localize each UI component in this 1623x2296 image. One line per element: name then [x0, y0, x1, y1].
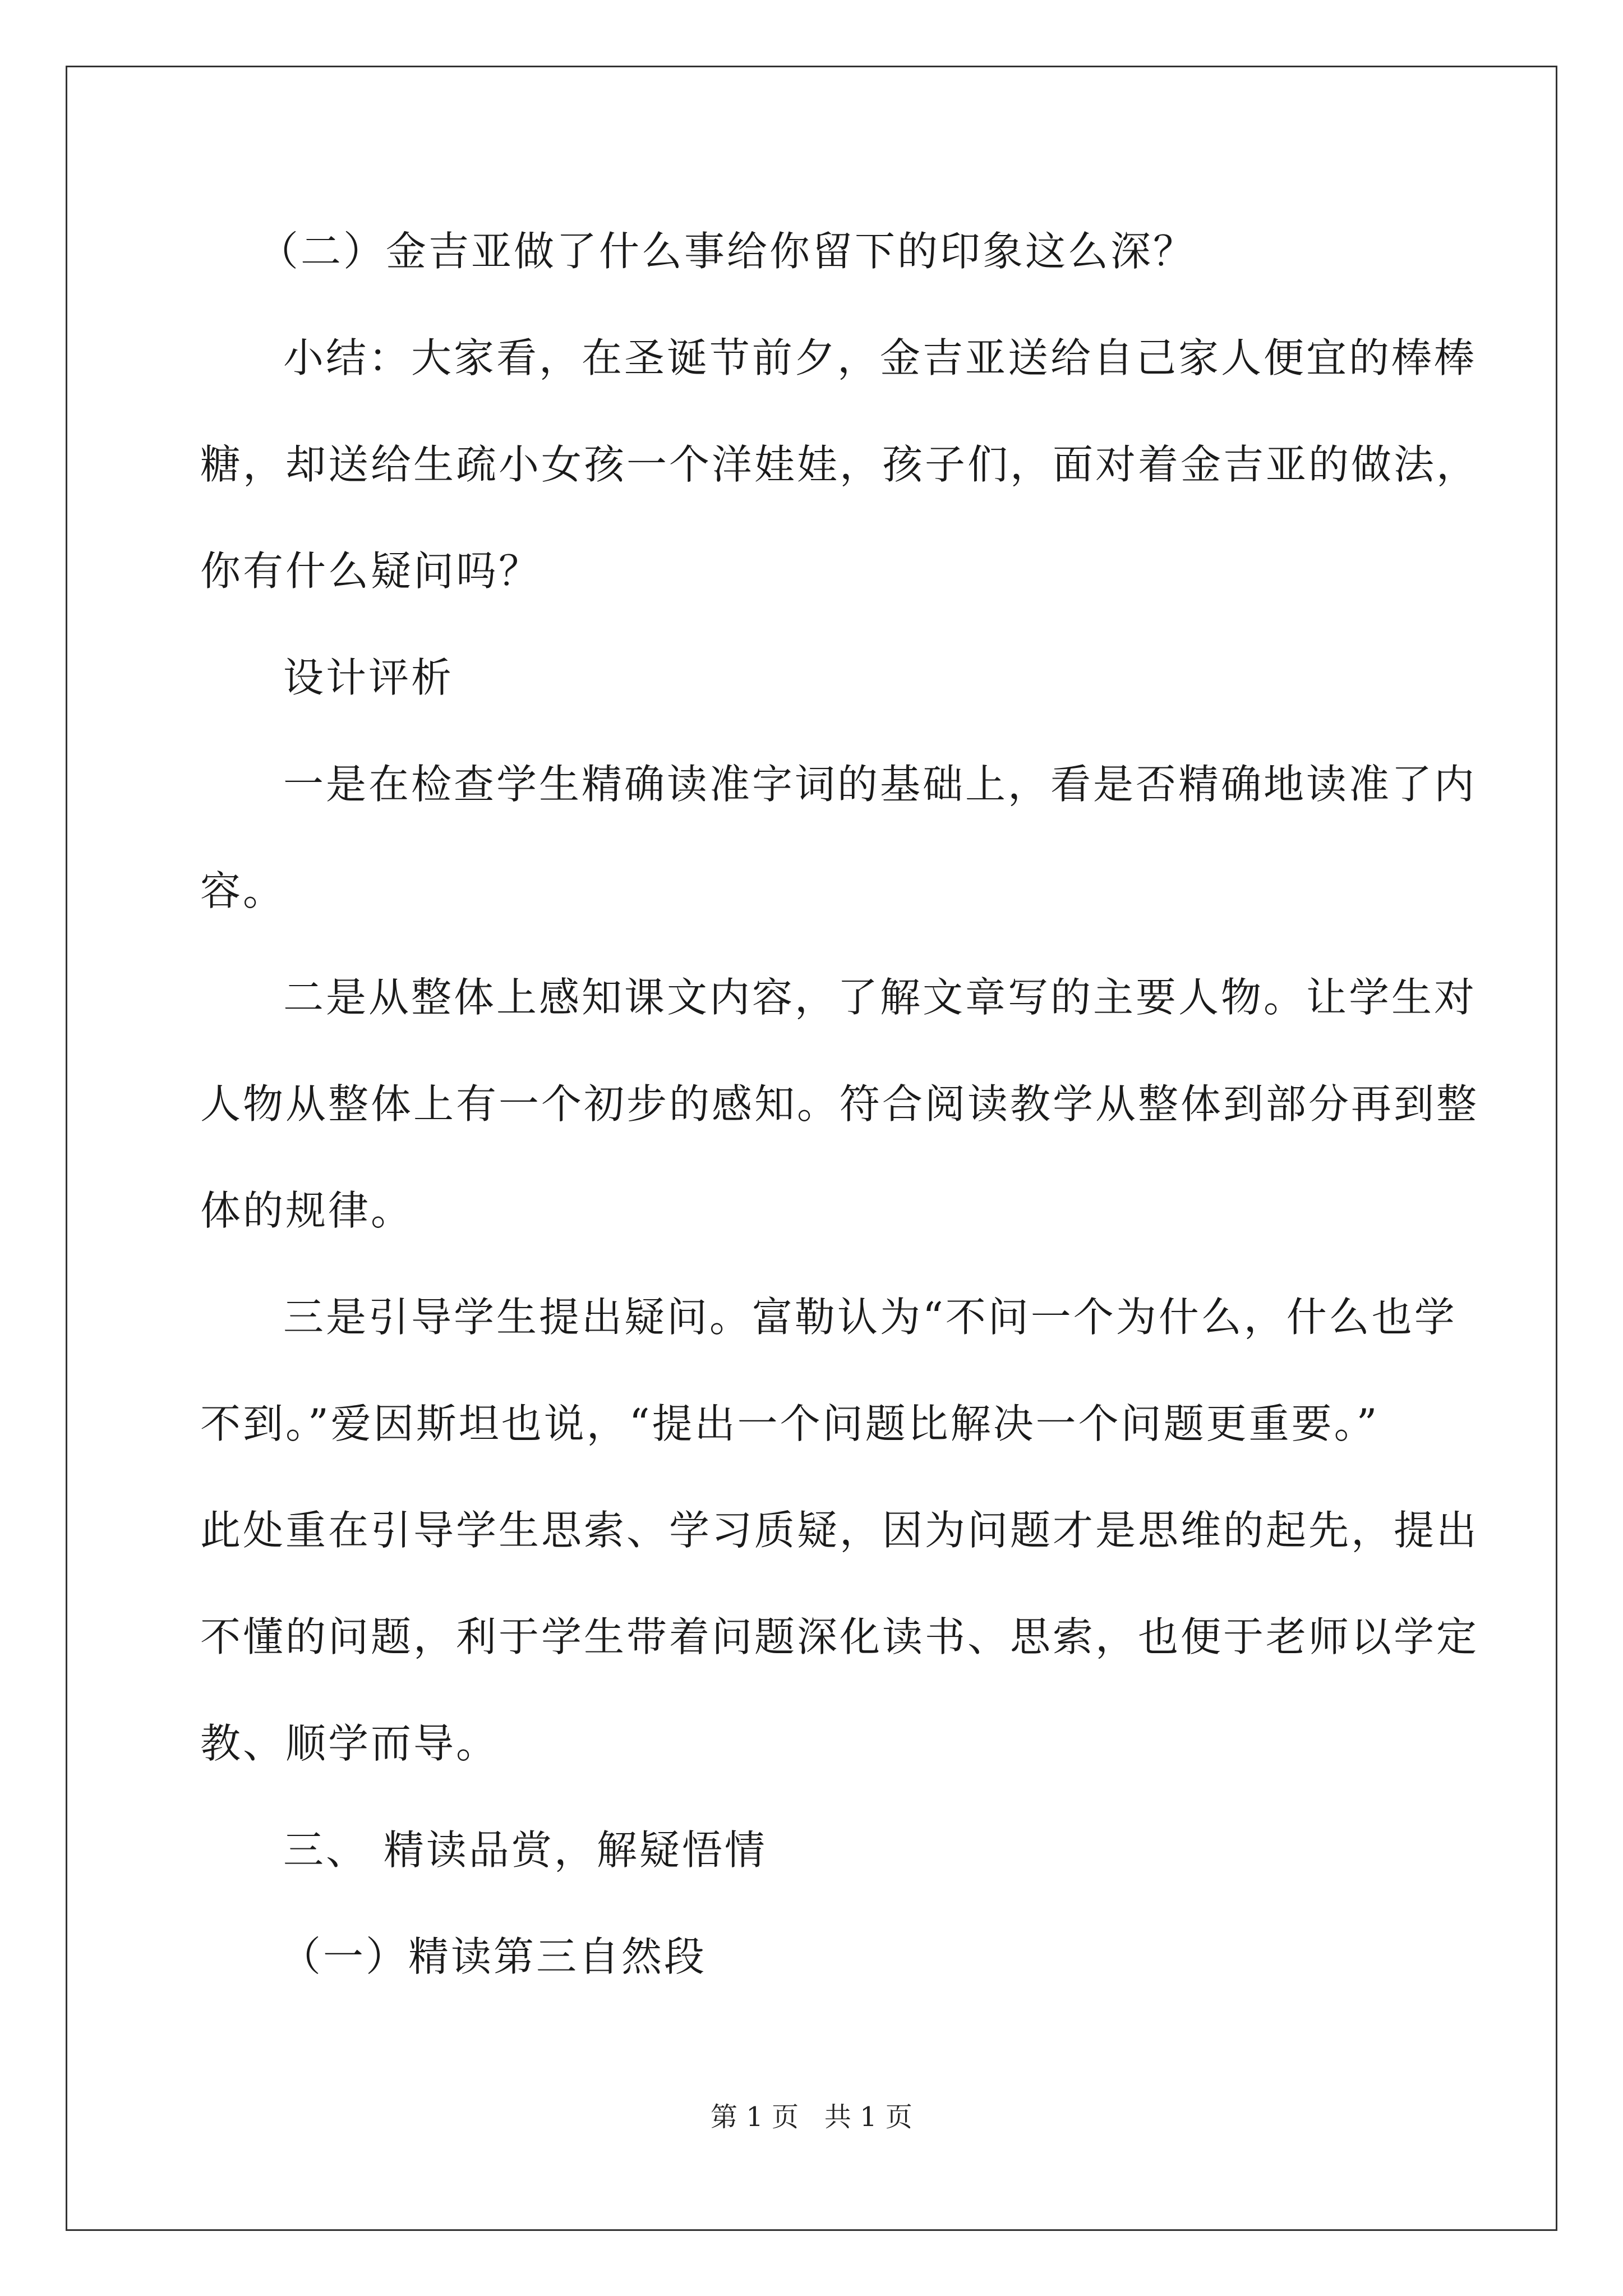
text-line: 糖，却送给生疏小女孩一个洋娃娃，孩子们，面对着金吉亚的做法， — [200, 441, 1479, 488]
section-heading: 三、 精读品赏，解疑悟情 — [283, 1826, 767, 1874]
text-line: 二是从整体上感知课文内容，了解文章写的主要人物。让学生对 — [283, 974, 1477, 1021]
text-line: 一是在检查学生精确读准字词的基础上，看是否精确地读准了内 — [283, 761, 1477, 808]
text-line: 你有什么疑问吗？ — [200, 547, 542, 595]
text-line: 体的规律。 — [200, 1187, 414, 1234]
text-line: 不懂的问题，利于学生带着问题深化读书、思索，也便于老师以学定 — [200, 1613, 1479, 1660]
text-line: 三是引导学生提出疑问。富勒认为“不问一个为什么，什么也学 — [283, 1294, 1457, 1341]
section-heading: 设计评析 — [283, 654, 454, 701]
page-border — [66, 66, 1557, 2231]
page-footer: 第 1 页 共 1 页 — [711, 2101, 912, 2133]
text-line: 容。 — [200, 867, 286, 914]
text-line: 教、顺学而导。 — [200, 1720, 499, 1767]
text-line: （二）金吉亚做了什么事给你留下的印象这么深？ — [258, 228, 1196, 275]
text-line: 人物从整体上有一个初步的感知。符合阅读教学从整体到部分再到整 — [200, 1080, 1479, 1128]
text-line: 不到。”爱因斯坦也说，“提出一个问题比解决一个问题更重要。” — [200, 1400, 1380, 1447]
subsection-heading: （一）精读第三自然段 — [280, 1933, 707, 1980]
text-line: 小结：大家看，在圣诞节前夕，金吉亚送给自己家人便宜的棒棒 — [283, 334, 1477, 381]
text-line: 此处重在引导学生思索、学习质疑，因为问题才是思维的起先，提出 — [200, 1507, 1479, 1554]
